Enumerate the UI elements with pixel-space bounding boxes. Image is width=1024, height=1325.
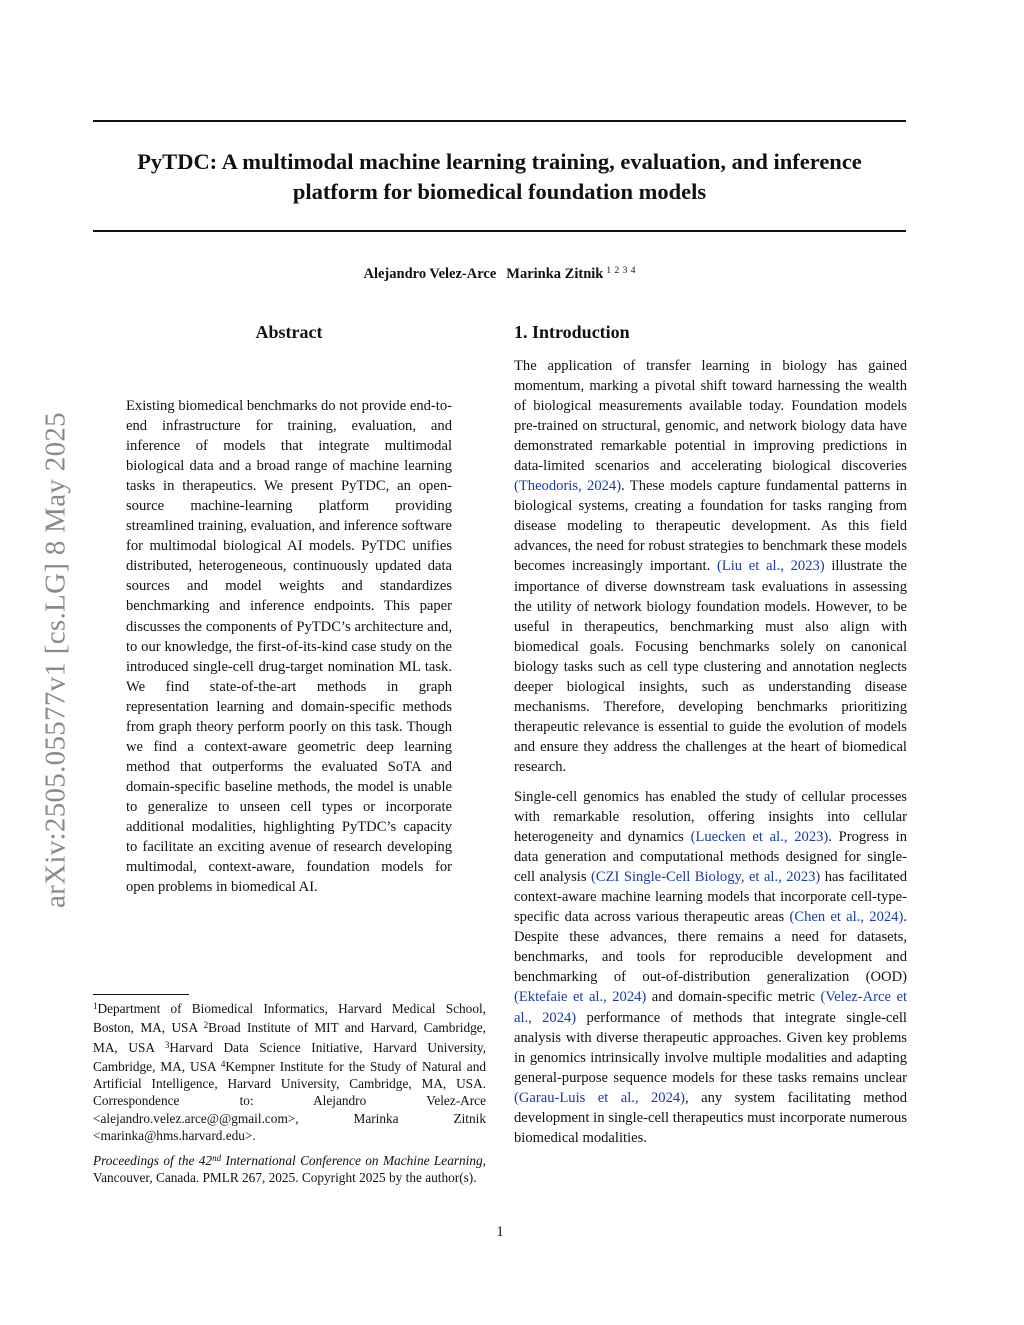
arxiv-stamp: arXiv:2505.05577v1 [cs.LG] 8 May 2025 [39, 412, 72, 908]
title-top-rule [93, 120, 906, 122]
intro-paragraph-1: The application of transfer learning in biology has gained momentum, marking a pivotal shift toward harnessing the wealth of biological measurements available today. Foundation models pre-trained on structural, genomic, and network biology data have demonstrated remarkable potential in improving predictions in data-limited scenarios and accelerating biological discoveries (Theodoris, 2024). These models capture fundamental patterns in biological systems, creating a foundation for tasks ranging from disease modeling to therapeutic development. As this field advances, the need for robust strategies to benchmark these models becomes increasingly important. (Liu et al., 2023) illustrate the importance of diverse downstream task evaluations in assessing the utility of network biology foundation models. However, to be useful in therapeutics, benchmarking must also align with biomedical goals. Focusing benchmarks solely on canonical biology tasks such as cell type clustering and annotation neglects deeper biological insights, such as understanding disease mechanisms. Therefore, developing benchmarks prioritizing therapeutic relevance is essential to guide the evolution of models and ensure they address the challenges at the heart of biomedical research. [514, 358, 907, 775]
author-zitnik: Marinka Zitnik [506, 266, 604, 282]
citation-link[interactable]: (CZI Single-Cell Biology, et al., 2023) [591, 869, 821, 886]
citation-link[interactable]: (Garau-Luis et al., 2024) [514, 1089, 686, 1106]
abstract-body: Existing biomedical benchmarks do not provide end-to-end infrastructure for training, evaluation, and inference of models that integrate multimodal biological data and a broad range of machine learning tasks in therapeutics. We present PyTDC, an open-source machine-learning platform providing streamlined training, evaluation, and inference software for multimodal biological AI models. PyTDC unifies distributed, heterogeneous, continuously updated data sources and model weights and standardizes benchmarking and inference endpoints. This paper discusses the components of PyTDC’s architecture and, to our knowledge, the first-of-its-kind case study on the introduced single-cell drug-target nomination ML task. We find state-of-the-art methods in graph representation learning and domain-specific methods from graph theory perform poorly on this task. Though we find a context-aware geometric deep learning method that outperforms the evaluated SoTA and domain-specific baseline methods, the model is unable to generalize to unseen cell types or incorporate additional modalities, highlighting PyTDC’s capacity to facilitate an exciting avenue of research developing multimodal, context-aware, foundation models for open problems in biomedical AI. [126, 398, 452, 896]
citation-link[interactable]: (Theodoris, 2024) [514, 478, 622, 495]
title-bottom-rule [93, 230, 906, 232]
paper-title [93, 147, 906, 207]
footnote-rule [93, 994, 189, 995]
page-number: 1 [496, 1224, 504, 1240]
citation-link[interactable]: (Luecken et al., 2023) [690, 829, 829, 846]
intro-paragraph-2: Single-cell genomics has enabled the study of cellular processes with remarkable resolution, offering insights into cellular heterogeneity and dynamics (Luecken et al., 2023). Progress in data generation and computational methods designed for single-cell analysis (CZI Single-Cell Biology, et al., 2023) has facilitated context-aware machine learning models that incorporate cell-type-specific data across various therapeutic areas (Chen et al., 2024). Despite these advances, there remains a need for datasets, benchmarks, and tools for reproducible development and benchmarking of out-of-distribution generalization (OOD) (Ektefaie et al., 2024) and domain-specific metric (Velez-Arce et al., 2024) performance of methods that integrate single-cell analysis with diverse therapeutic approaches. Given key problems in genomics intrinsically involve multiple modalities and adapting general-purpose sequence models for these tasks remains unclear (Garau-Luis et al., 2024), any system facilitating method development in single-cell therapeutics must incorporate numerous biomedical modalities. [514, 788, 908, 1146]
title-line-1: PyTDC: A multimodal machine learning training, evaluation, and inference [137, 149, 862, 174]
proceedings-note: Proceedings of the 42nd International Conference on Machine Learning, Vancouver, Canada. PMLR 267, 2025. Copyright 2025 by the author(s). [93, 1153, 486, 1186]
title-line-2: platform for biomedical foundation models [292, 179, 707, 204]
abstract-heading: Abstract [255, 322, 323, 342]
author-list [93, 266, 906, 283]
affiliations-footnote: $^1$Department of Biomedical Informatics, Harvard Medical School, Boston, MA, USA $^2$Broad Institute of MIT and Harvard, Cambridge, MA, USA $^3$Harvard Data Science Initiative, Harvard University, Cambridge, MA, USA $^4$Kempner Institute for the Study of Natural and Artificial Intelligence, Harvard University, Cambridge, MA, USA. Correspondence to: Alejandro Velez-Arce <alejandro.velez.arce@@gmail.com>, Marinka Zitnik <marinka@hms.harvard.edu>. [93, 1001, 486, 1144]
introduction-heading: 1. Introduction [514, 322, 630, 342]
citation-link[interactable]: (Velez-Arce et al., 2024) [514, 989, 907, 1026]
author-velez-arce: Alejandro Velez-Arce [363, 266, 497, 282]
affiliation-marks: 1 2 3 4 [606, 266, 636, 276]
citation-link[interactable]: (Ektefaie et al., 2024) [514, 989, 647, 1006]
citation-link[interactable]: (Chen et al., 2024) [789, 909, 904, 926]
citation-link[interactable]: (Liu et al., 2023) [716, 558, 825, 575]
introduction-body [514, 356, 907, 1158]
